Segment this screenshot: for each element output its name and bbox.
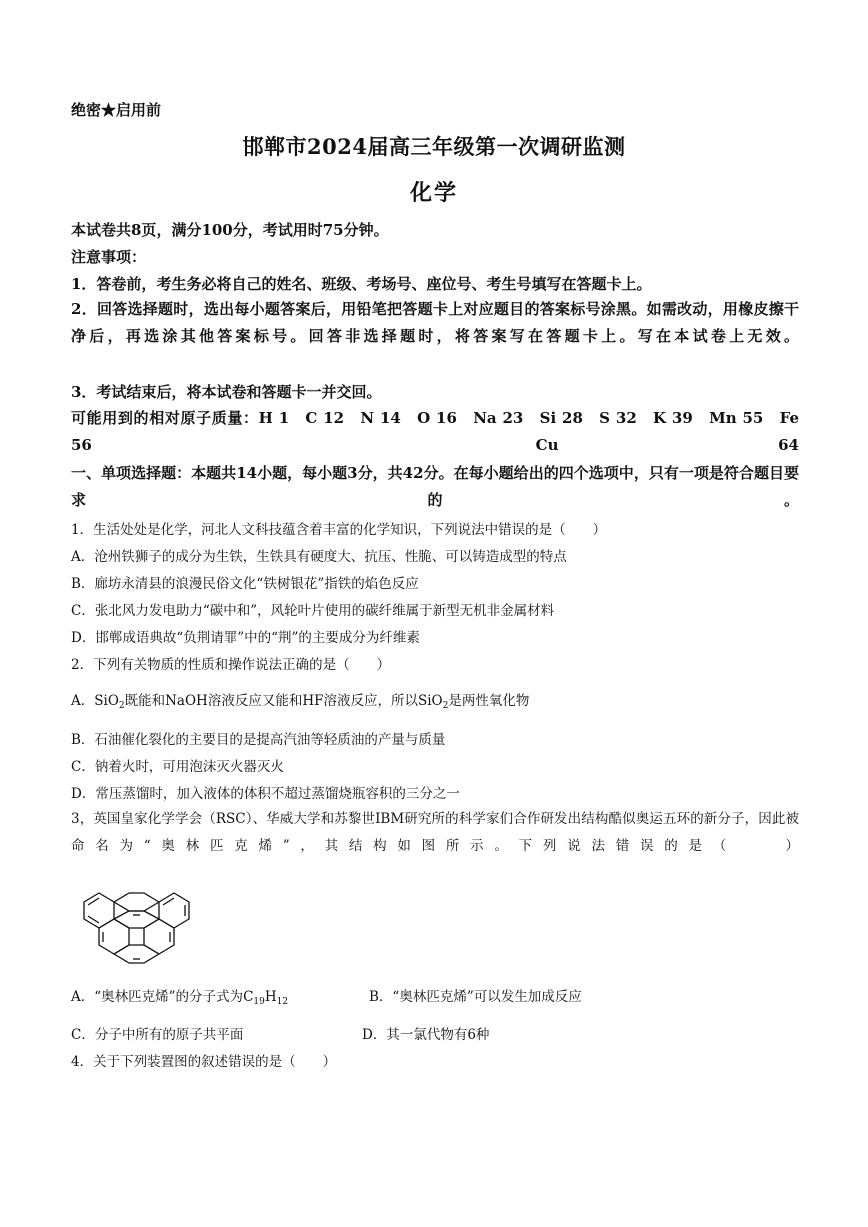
- q4-stem: 4．关于下列装置图的叙述错误的是（ ）: [71, 1054, 337, 1070]
- q1-option-d: D．邯郸成语典故“负荆请罪”中的“荆”的主要成分为纤维素: [71, 630, 420, 646]
- ring-center: [114, 911, 159, 928]
- q3-stem: 3，英国皇家化学学会（RSC）、华威大学和苏黎世IBM研究所的科学家们合作研发出结构酷似奥运五环的新分子，因此被命名为“奥林匹克烯”，其结构如图所示。下列说法错误的是（ ）: [71, 811, 799, 854]
- notice-item-1: 1．答卷前，考生务必将自己的姓名、班级、考场号、座位号、考生号填写在答题卡上。: [71, 275, 652, 293]
- q3-option-c: C．分子中所有的原子共平面: [71, 1027, 244, 1043]
- subject-title: 化学: [409, 180, 458, 206]
- q2-option-b: B．石油催化裂化的主要目的是提高汽油等轻质油的产量与质量: [71, 732, 446, 748]
- notice-item-2: 2．回答选择题时，选出每小题答案后，用铅笔把答题卡上对应题目的答案标号涂黑。如需改动，用橡皮擦干净后，再选涂其他答案标号。回答非选择题时，将答案写在答题卡上。写在本试卷上无效。: [71, 300, 799, 345]
- notice-item-3: 3．考试结束后，将本试卷和答题卡一并交回。: [71, 383, 382, 401]
- q2-option-d: D．常压蒸馏时，加入液体的体积不超过蒸馏烧瓶容积的三分之一: [71, 786, 460, 802]
- q1-option-c: C．张北风力发电助力“碳中和”，风轮叶片使用的碳纤维属于新型无机非金属材料: [71, 603, 555, 619]
- q2-stem: 2．下列有关物质的性质和操作说法正确的是（ ）: [71, 657, 391, 673]
- q3-option-b: B．“奥林匹克烯”可以发生加成反应: [369, 989, 582, 1005]
- atomic-mass-line: 可能用到的相对原子质量：H 1 C 12 N 14 O 16 Na 23 Si 28 S 32 K 39 Mn 55 Fe 56 Cu 64: [71, 409, 799, 454]
- section-heading: 一、单项选择题：本题共14小题，每小题3分，共42分。在每小题给出的四个选项中，只有一项是符合题目要求的。: [71, 464, 799, 509]
- q2-option-c: C．钠着火时，可用泡沫灭火器灭火: [71, 759, 284, 775]
- ring-bottom: [114, 945, 159, 963]
- confidential-label: 绝密★启用前: [71, 101, 162, 119]
- ring-top: [114, 893, 159, 911]
- exam-info-line: 本试卷共8页，满分100分，考试用时75分钟。: [71, 221, 389, 239]
- q3-option-a: A．“奥林匹克烯”的分子式为$C_{19}H_{12}$: [71, 989, 289, 1007]
- q1-option-b: B．廊坊永清县的浪漫民俗文化“铁树银花”指铁的焰色反应: [71, 576, 419, 592]
- olympicene-structure-diagram: [70, 866, 230, 976]
- q2-option-a: A．SiO$_2$既能和NaOH溶液反应又能和HF溶液反应，所以SiO$_2$是两性氧化物: [71, 693, 530, 711]
- q3-option-d: D．其一氯代物有6种: [362, 1027, 490, 1043]
- exam-title: 邯郸市2024届高三年级第一次调研监测: [242, 134, 626, 159]
- q1-stem: 1．生活处处是化学，河北人文科技蕴含着丰富的化学知识，下列说法中错误的是（ ）: [71, 522, 607, 538]
- q1-option-a: A．沧州铁狮子的成分为生铁，生铁具有硬度大、抗压、性脆、可以铸造成型的特点: [71, 549, 567, 565]
- notice-heading: 注意事项：: [71, 248, 147, 266]
